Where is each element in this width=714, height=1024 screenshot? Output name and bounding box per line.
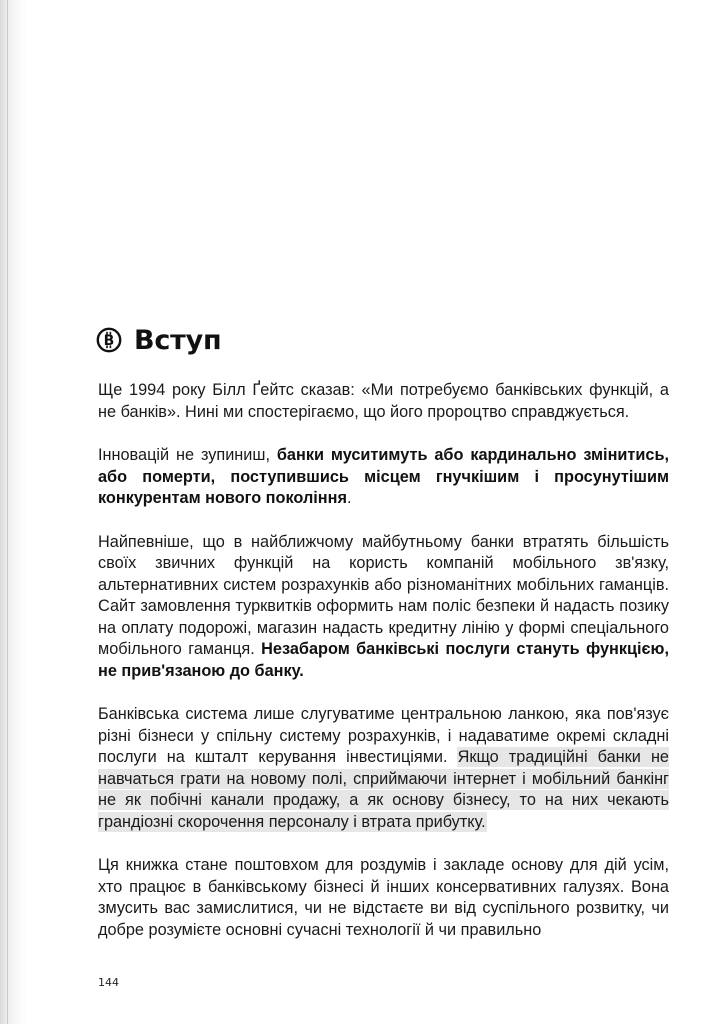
paragraph-2: [98, 445, 669, 510]
paragraph-4-highlight: Якщо традиційні банки не навчаться грати на новому полі, сприймаючи інтернет і мобільний банкінг не як побічні канали продажу, а як основу бізнесу, то на них чекають грандіозні скорочення персоналу і втрата прибутку.: [98, 748, 669, 831]
bitcoin-circle-icon: [96, 327, 122, 353]
paragraph-2-text: Інновацій не зупиниш,: [98, 446, 277, 464]
section-heading: [96, 322, 222, 358]
paragraph-4-text: Банківська система лише слугуватиме центральною ланкою, яка пов'язує різні бізнеси у спільну систему розрахунків, і надаватиме окремі складні послуги на кшталт керування інвестиціями.: [98, 705, 669, 766]
paragraph-2-bold: банки муситимуть або кардинально змінитись, або померти, поступившись місцем гнучкішим і просунутішим конкурентам нового покоління: [98, 446, 669, 507]
paragraph-4: [98, 704, 669, 833]
page-number: 144: [98, 976, 119, 989]
paragraph-1-text: Ще 1994 року Білл Ґейтс сказав: «Ми потребуємо банківських функцій, а не банків». Нині ми спостерігаємо, що його пророцтво справджується.: [98, 381, 669, 421]
paragraph-5-text: Ця книжка стане поштовхом для роздумів і закладе основу для дій усім, хто працює в банківському бізнесі й інших консервативних галузях. Вона змусить вас замислитися, чи не відстаєте ви від суспільного розвитку, чи добре розумієте основні сучасні технології й чи правильно: [98, 856, 669, 939]
page-gutter-shadow: [0, 0, 28, 1024]
paragraph-3-bold: Незабаром банківські послуги стануть функцією, не прив'язаною до банку.: [98, 640, 669, 680]
paragraph-1: [98, 380, 669, 423]
paragraph-2-tail: .: [346, 489, 352, 507]
paragraph-5: [98, 855, 669, 941]
paragraph-3: [98, 532, 669, 683]
page-fold-line: [7, 0, 8, 1024]
body-text: [98, 380, 669, 963]
svg-text:B: B: [103, 333, 115, 350]
section-title: Вступ: [134, 324, 222, 356]
paragraph-3-text: Найпевніше, що в найближчому майбутньому банки втратять більшість своїх звичних функцій на користь компаній мобільного зв'язку, альтернативних систем розрахунків або різноманітних мобільних гаманців. Сайт замовлення турквитків оформить нам поліс безпеки й надасть позику на оплату подорожі, магазин надасть кредитну лінію у формі спеціального мобільного гаманця.: [98, 532, 669, 658]
